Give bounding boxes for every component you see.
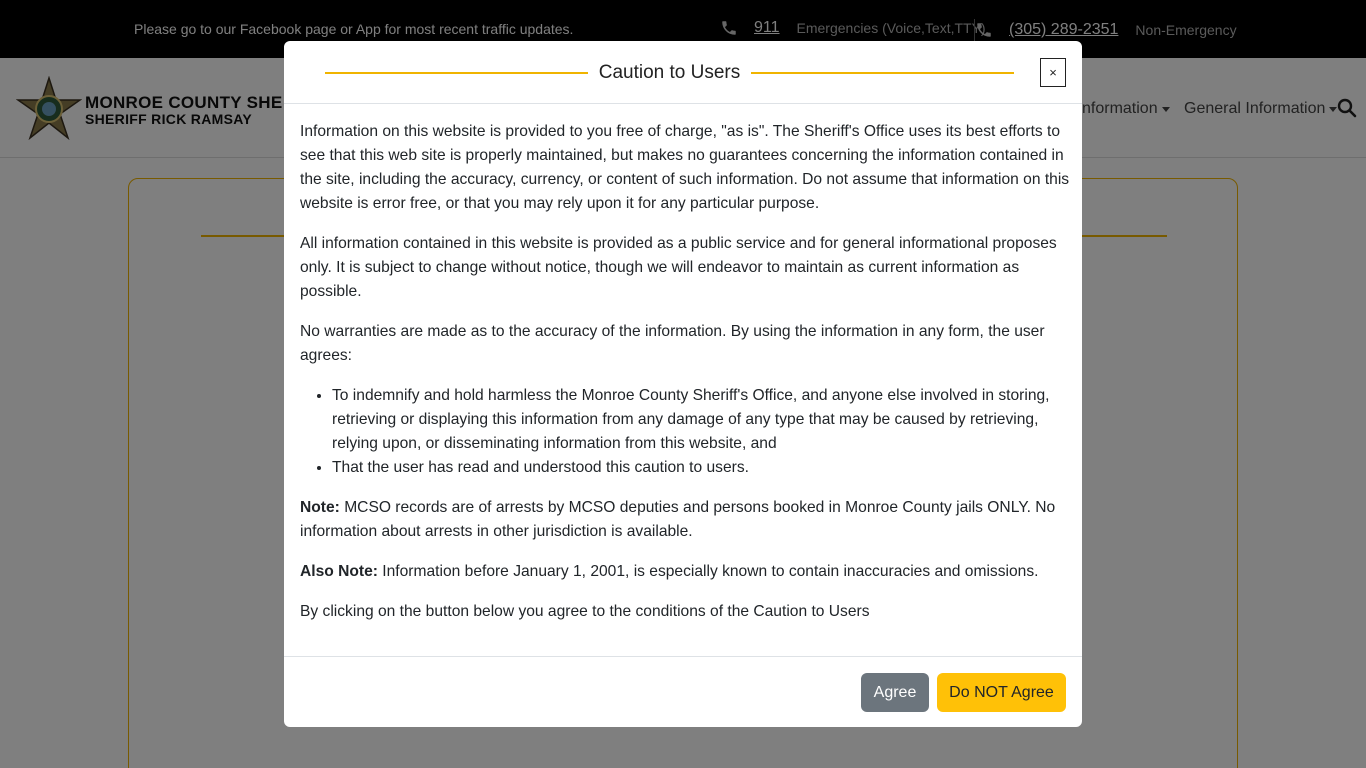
list-item: • That the user has read and understood this caution to users. [332,456,1070,480]
title-divider-left [325,72,588,74]
paragraph-no-warranties: No warranties are made as to the accuracy of the information. By using the information in any form, the user agrees: [300,323,1045,364]
list-item: • To indemnify and hold harmless the Monroe County Sheriff's Office, and anyone else involved in storing, retrieving or displaying this information from any damage of any type that may be caused by retrieving, relying upon, or disseminating information from this website, and [332,384,1070,456]
note-text: MCSO records are of arrests by MCSO deputies and persons booked in Monroe County jails ONLY. No information about arrests in other jurisdiction is available. [300,499,1056,540]
also-note-text: Information before January 1, 2001, is especially known to contain inaccuracies and omissions. [377,563,1039,580]
caution-modal [284,41,1082,727]
do-not-agree-button[interactable]: Do NOT Agree [937,673,1066,712]
modal-body [300,120,1070,640]
agreement-statement: By clicking on the button below you agree to the conditions of the Caution to Users [300,603,870,620]
modal-title: Caution to Users [598,62,741,83]
modal-title-wrap [325,61,1014,85]
paragraph-free-of-charge: Information on this website is provided to you free of charge, "as is". The Sheriff's Office uses its best efforts to see that this web site is properly maintained, but makes no guarantees concerning the information contained in the site, including the accuracy, currency, or content of such information. Do not assume that information on this website is error free, or that you may rely upon it for any particular purpose. [300,123,1070,212]
note-label: Note: [300,499,340,516]
also-note-paragraph [300,560,1070,584]
modal-footer [284,656,1082,727]
also-note-label: Also Note: [300,563,378,580]
title-divider-right [751,72,1014,74]
paragraph-public-service: All information contained in this website is provided as a public service and for general informational proposes only. It is subject to change without notice, though we will endeavor to maintain as current information as possible. [300,235,1057,300]
close-button[interactable]: × [1040,58,1066,87]
agree-button[interactable]: Agree [861,673,929,712]
agreement-list [332,384,1070,480]
note-paragraph [300,496,1070,544]
modal-header [284,41,1082,104]
